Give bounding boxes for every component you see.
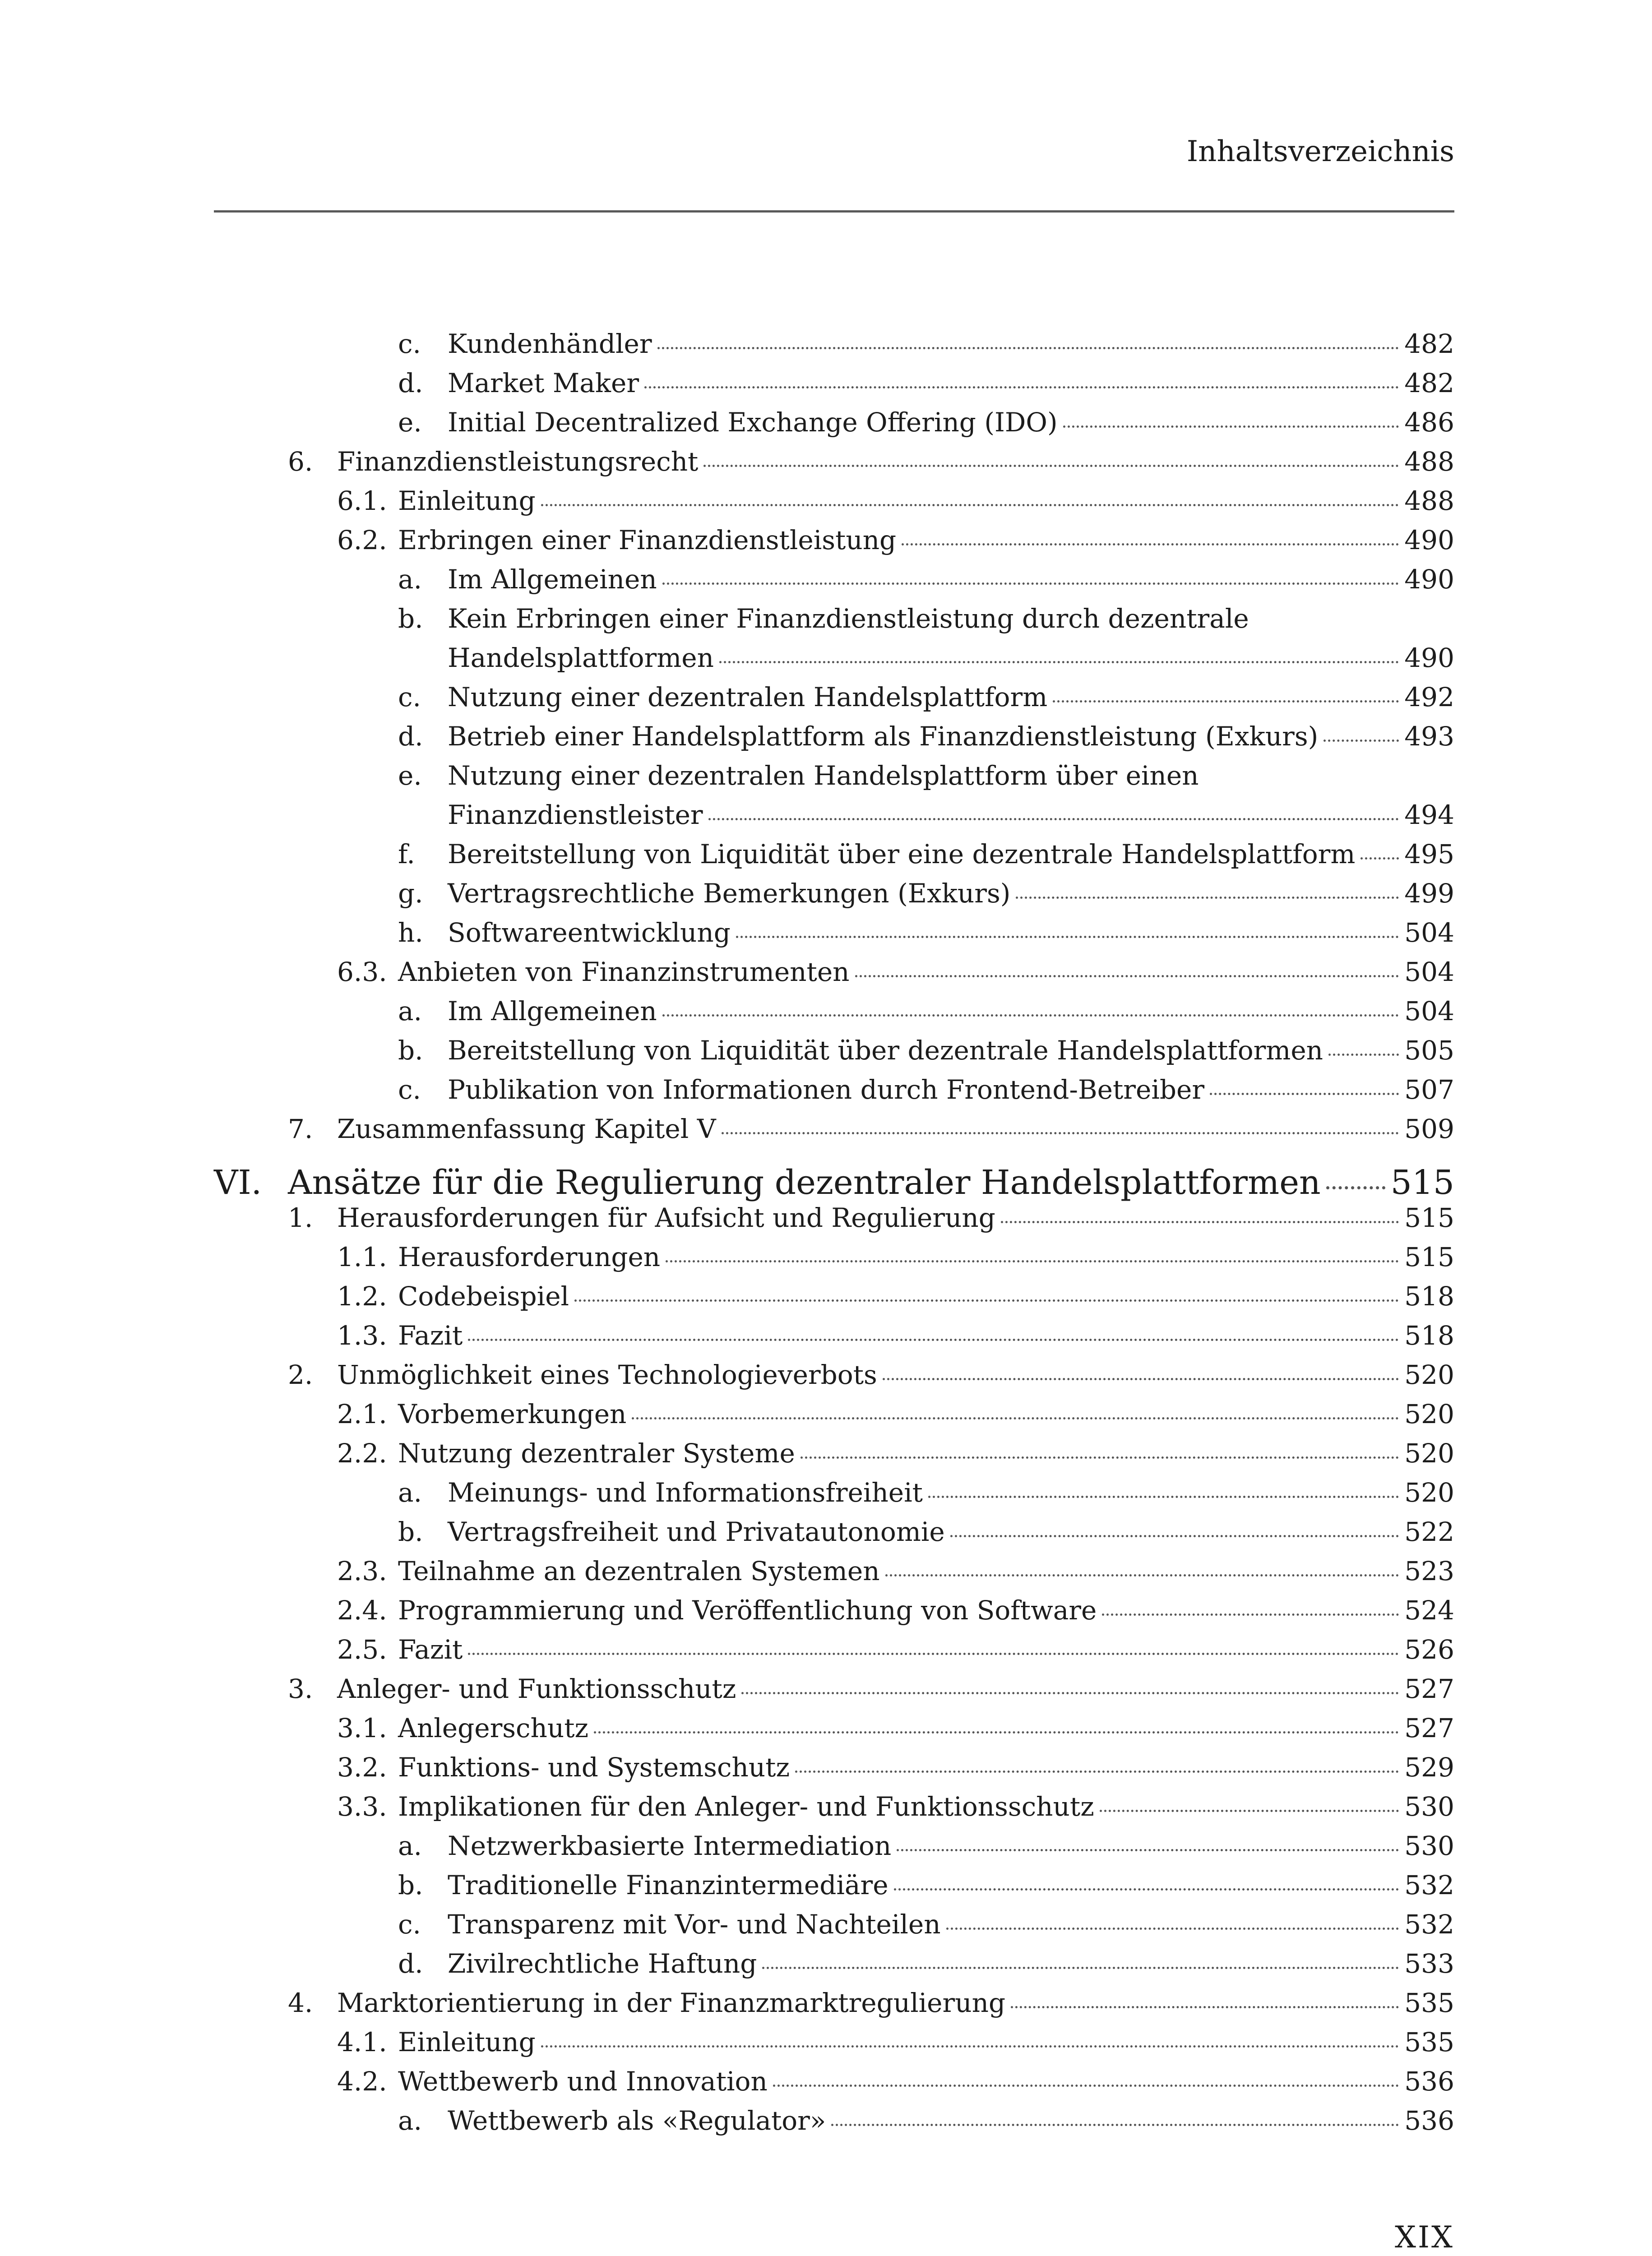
toc-entry-number: 2.3. xyxy=(337,1556,387,1586)
toc-entry[interactable] xyxy=(398,603,1454,634)
toc-entry-number: 6.3. xyxy=(337,957,387,987)
toc-entry-title: Nutzung dezentraler Systeme xyxy=(398,1438,795,1469)
toc-entry-title: Zusammenfassung Kapitel V xyxy=(337,1114,716,1144)
toc-entry-title: Transparenz mit Vor- und Nachteilen xyxy=(448,1909,941,1940)
toc-entry[interactable] xyxy=(337,2027,1454,2057)
toc-entry-title: Anleger- und Funktionsschutz xyxy=(337,1674,736,1704)
toc-entry-title: Marktorientierung in der Finanzmarktregulierung xyxy=(337,1988,1006,2018)
toc-entry-title: Zivilrechtliche Haftung xyxy=(448,1948,757,1979)
toc-entry-title: Wettbewerb und Innovation xyxy=(398,2066,768,2097)
toc-entry-title: Nutzung einer dezentralen Handelsplattform xyxy=(448,682,1048,712)
toc-entry-page: 488 xyxy=(1404,485,1454,516)
toc-leader-dots xyxy=(897,1849,1399,1851)
toc-entry-number: 2. xyxy=(288,1359,313,1390)
toc-entry-title: Teilnahme an dezentralen Systemen xyxy=(398,1556,880,1586)
toc-entry-title: Traditionelle Finanzintermediäre xyxy=(448,1870,888,1900)
toc-leader-dots xyxy=(831,2124,1399,2126)
toc-entry-number: h. xyxy=(398,917,423,948)
toc-leader-dots xyxy=(722,1132,1399,1134)
toc-leader-dots xyxy=(1053,700,1399,703)
toc-entry[interactable] xyxy=(337,485,1454,516)
toc-entry-title: Market Maker xyxy=(448,368,639,398)
toc-entry-page: 533 xyxy=(1404,1948,1454,1979)
toc-entry-number: 3.2. xyxy=(337,1752,387,1783)
toc-leader-dots xyxy=(644,386,1399,388)
toc-entry[interactable] xyxy=(337,2066,1454,2097)
toc-leader-dots xyxy=(632,1417,1399,1419)
toc-entry-title: Erbringen einer Finanzdienstleistung xyxy=(398,525,897,555)
toc-entry[interactable] xyxy=(448,643,1454,673)
toc-entry-number: 4.2. xyxy=(337,2066,387,2097)
toc-entry-page: 523 xyxy=(1404,1556,1454,1586)
toc-entry-number: d. xyxy=(398,1948,423,1979)
toc-leader-dots xyxy=(1063,425,1399,428)
toc-entry-title: Vertragsrechtliche Bemerkungen (Exkurs) xyxy=(448,878,1011,909)
toc-leader-dots xyxy=(708,818,1399,820)
toc-leader-dots xyxy=(801,1456,1399,1459)
toc-entry[interactable] xyxy=(337,1242,1454,1272)
toc-entry-title: Handelsplattformen xyxy=(448,643,714,673)
toc-entry-page: 530 xyxy=(1404,1791,1454,1822)
toc-leader-dots xyxy=(946,1928,1399,1930)
toc-leader-dots xyxy=(762,1967,1399,1969)
toc-leader-dots xyxy=(662,1014,1399,1017)
toc-entry-number: b. xyxy=(398,1870,423,1900)
toc-entry[interactable] xyxy=(398,1870,1454,1900)
toc-leader-dots xyxy=(662,582,1399,585)
toc-leader-dots xyxy=(541,504,1399,506)
toc-leader-dots xyxy=(468,1339,1399,1341)
toc-entry-title: Nutzung einer dezentralen Handelsplattform über einen xyxy=(448,760,1199,791)
toc-entry-title: Funktions- und Systemschutz xyxy=(398,1752,790,1783)
toc-entry[interactable] xyxy=(288,1114,1454,1144)
toc-entry-title: Kein Erbringen einer Finanzdienstleistung durch dezentrale xyxy=(448,603,1249,634)
toc-entry-number: e. xyxy=(398,407,422,438)
toc-entry-title: Fazit xyxy=(398,1634,463,1665)
toc-entry-number: 6. xyxy=(288,446,313,477)
toc-entry-page: 526 xyxy=(1404,1634,1454,1665)
toc-entry-title: Kundenhändler xyxy=(448,328,652,359)
toc-entry-page: 520 xyxy=(1404,1477,1454,1508)
toc-entry[interactable] xyxy=(398,1477,1454,1508)
toc-leader-dots xyxy=(657,347,1399,349)
toc-entry[interactable] xyxy=(337,1438,1454,1469)
toc-entry-number: 2.2. xyxy=(337,1438,387,1469)
toc-leader-dots xyxy=(1210,1093,1399,1095)
toc-leader-dots xyxy=(894,1888,1399,1891)
toc-leader-dots xyxy=(1326,1186,1385,1189)
toc-entry-title: Herausforderungen xyxy=(398,1242,661,1272)
toc-entry[interactable] xyxy=(214,1163,1454,1202)
toc-entry-page: 515 xyxy=(1404,1242,1454,1272)
toc-entry-number: 3. xyxy=(288,1674,313,1704)
toc-entry-number: d. xyxy=(398,368,423,398)
toc-entry-number: g. xyxy=(398,878,423,909)
toc-entry[interactable] xyxy=(398,1909,1454,1940)
toc-entry-title: Publikation von Informationen durch Frontend-Betreiber xyxy=(448,1074,1205,1105)
toc-entry-title: Bereitstellung von Liquidität über dezentrale Handelsplattformen xyxy=(448,1035,1323,1066)
toc-entry-number: a. xyxy=(398,1831,422,1861)
toc-entry[interactable] xyxy=(398,328,1454,359)
toc-entry-number: b. xyxy=(398,1516,423,1547)
toc-entry-number: 3.1. xyxy=(337,1713,387,1743)
toc-leader-dots xyxy=(950,1535,1399,1537)
toc-leader-dots xyxy=(1011,2006,1399,2008)
toc-leader-dots xyxy=(855,975,1399,977)
toc-entry[interactable] xyxy=(398,1516,1454,1547)
toc-entry[interactable] xyxy=(398,407,1454,438)
toc-leader-dots xyxy=(1001,1221,1399,1223)
toc-entry-page: 515 xyxy=(1390,1163,1454,1202)
toc-entry-number: 4.1. xyxy=(337,2027,387,2057)
toc-entry[interactable] xyxy=(337,525,1454,555)
toc-entry-title: Ansätze für die Regulierung dezentraler Handelsplattformen xyxy=(288,1163,1321,1202)
toc-entry[interactable] xyxy=(398,760,1454,791)
toc-entry-page: 536 xyxy=(1404,2066,1454,2097)
toc-entry[interactable] xyxy=(288,1202,1454,1233)
toc-entry-number: 7. xyxy=(288,1114,313,1144)
toc-entry-number: c. xyxy=(398,1074,421,1105)
toc-entry[interactable] xyxy=(337,1634,1454,1665)
toc-leader-dots xyxy=(1328,1054,1399,1056)
toc-leader-dots xyxy=(883,1378,1399,1380)
toc-entry-page: 520 xyxy=(1404,1399,1454,1429)
toc-entry-title: Codebeispiel xyxy=(398,1281,569,1312)
toc-entry-number: 2.1. xyxy=(337,1399,387,1429)
toc-entry-page: 524 xyxy=(1404,1595,1454,1626)
toc-entry-title: Meinungs- und Informationsfreiheit xyxy=(448,1477,923,1508)
toc-entry-page: 490 xyxy=(1404,564,1454,595)
toc-entry[interactable] xyxy=(337,1399,1454,1429)
toc-entry-title: Einleitung xyxy=(398,2027,536,2057)
toc-entry[interactable] xyxy=(398,1035,1454,1066)
toc-entry-page: 490 xyxy=(1404,525,1454,555)
toc-leader-dots xyxy=(795,1771,1399,1773)
toc-entry-number: b. xyxy=(398,603,423,634)
toc-entry-page: 492 xyxy=(1404,682,1454,712)
toc-leader-dots xyxy=(541,2045,1399,2048)
toc-entry-number: VI. xyxy=(214,1163,262,1202)
toc-entry-page: 505 xyxy=(1404,1035,1454,1066)
toc-entry-page: 495 xyxy=(1404,839,1454,869)
toc-entry-page: 493 xyxy=(1404,721,1454,752)
toc-entry-title: Bereitstellung von Liquidität über eine dezentrale Handelsplattform xyxy=(448,839,1356,869)
toc-entry[interactable] xyxy=(288,1988,1454,2018)
toc-leader-dots xyxy=(736,936,1399,938)
toc-entry-page: 504 xyxy=(1404,996,1454,1026)
toc-entry-title: Einleitung xyxy=(398,485,536,516)
toc-entry[interactable] xyxy=(288,446,1454,477)
toc-entry-number: c. xyxy=(398,682,421,712)
toc-entry-page: 535 xyxy=(1404,2027,1454,2057)
toc-leader-dots xyxy=(666,1260,1399,1262)
toc-entry-page: 504 xyxy=(1404,917,1454,948)
toc-entry-page: 527 xyxy=(1404,1674,1454,1704)
toc-entry-page: 527 xyxy=(1404,1713,1454,1743)
toc-entry[interactable] xyxy=(398,839,1454,869)
toc-entry-title: Anbieten von Finanzinstrumenten xyxy=(398,957,850,987)
toc-entry-number: e. xyxy=(398,760,422,791)
toc-entry[interactable] xyxy=(398,1831,1454,1861)
toc-leader-dots xyxy=(928,1496,1399,1498)
toc-entry-page: 520 xyxy=(1404,1438,1454,1469)
toc-entry-title: Netzwerkbasierte Intermediation xyxy=(448,1831,892,1861)
toc-entry-title: Unmöglichkeit eines Technologieverbots xyxy=(337,1359,877,1390)
toc-entry-number: b. xyxy=(398,1035,423,1066)
toc-entry-title: Betrieb einer Handelsplattform als Finanzdienstleistung (Exkurs) xyxy=(448,721,1319,752)
toc-entry-title: Anlegerschutz xyxy=(398,1713,589,1743)
toc-entry-title: Wettbewerb als «Regulator» xyxy=(448,2105,826,2136)
toc-leader-dots xyxy=(1102,1613,1399,1616)
toc-entry[interactable] xyxy=(398,564,1454,595)
toc-entry[interactable] xyxy=(398,996,1454,1026)
toc-entry-page: 494 xyxy=(1404,800,1454,830)
toc-leader-dots xyxy=(719,661,1399,663)
toc-entry-page: 518 xyxy=(1404,1281,1454,1312)
toc-entry[interactable] xyxy=(398,1074,1454,1105)
toc-entry-title: Vertragsfreiheit und Privatautonomie xyxy=(448,1516,945,1547)
toc-entry-number: 4. xyxy=(288,1988,313,2018)
toc-leader-dots xyxy=(773,2085,1399,2087)
toc-entry-page: 509 xyxy=(1404,1114,1454,1144)
toc-leader-dots xyxy=(1360,857,1399,860)
toc-entry-page: 520 xyxy=(1404,1359,1454,1390)
toc-entry-page: 530 xyxy=(1404,1831,1454,1861)
toc-leader-dots xyxy=(594,1731,1399,1734)
toc-entry[interactable] xyxy=(398,368,1454,398)
toc-entry-number: 1.2. xyxy=(337,1281,387,1312)
toc-entry[interactable] xyxy=(398,878,1454,909)
toc-entry-page: 535 xyxy=(1404,1988,1454,2018)
toc-entry-page: 518 xyxy=(1404,1320,1454,1351)
toc-entry-title: Im Allgemeinen xyxy=(448,564,657,595)
toc-entry-number: a. xyxy=(398,1477,422,1508)
toc-entry[interactable] xyxy=(337,1320,1454,1351)
toc-entry-number: c. xyxy=(398,1909,421,1940)
toc-entry-number: d. xyxy=(398,721,423,752)
toc-leader-dots xyxy=(703,465,1399,467)
toc-entry-number: a. xyxy=(398,2105,422,2136)
toc-entry-number: f. xyxy=(398,839,415,869)
toc-entry-number: 1.3. xyxy=(337,1320,387,1351)
toc-entry-page: 532 xyxy=(1404,1870,1454,1900)
toc-entry-page: 529 xyxy=(1404,1752,1454,1783)
toc-entry-number: 1.1. xyxy=(337,1242,387,1272)
toc-entry[interactable] xyxy=(337,1556,1454,1586)
toc-entry[interactable] xyxy=(337,1281,1454,1312)
toc-entry-page: 532 xyxy=(1404,1909,1454,1940)
toc-entry-number: 1. xyxy=(288,1202,313,1233)
toc-entry[interactable] xyxy=(337,1595,1454,1626)
toc-entry[interactable] xyxy=(448,800,1454,830)
toc-entry-page: 490 xyxy=(1404,643,1454,673)
toc-entry-title: Implikationen für den Anleger- und Funktionsschutz xyxy=(398,1791,1094,1822)
toc-entry-page: 488 xyxy=(1404,446,1454,477)
toc-entry-title: Finanzdienstleister xyxy=(448,800,703,830)
toc-leader-dots xyxy=(468,1653,1399,1655)
toc-entry-title: Herausforderungen für Aufsicht und Regulierung xyxy=(337,1202,995,1233)
toc-entry-title: Softwareentwicklung xyxy=(448,917,731,948)
toc-entry[interactable] xyxy=(288,1359,1454,1390)
toc-entry[interactable] xyxy=(337,957,1454,987)
running-header-title: Inhaltsverzeichnis xyxy=(1186,135,1454,168)
toc-entry-number: c. xyxy=(398,328,421,359)
toc-leader-dots xyxy=(574,1299,1399,1302)
page-number: XIX xyxy=(1394,2220,1454,2255)
toc-entry-number: 2.5. xyxy=(337,1634,387,1665)
toc-entry-number: 6.2. xyxy=(337,525,387,555)
toc-entry-number: 2.4. xyxy=(337,1595,387,1626)
toc-entry-page: 486 xyxy=(1404,407,1454,438)
toc-entry-title: Finanzdienstleistungsrecht xyxy=(337,446,699,477)
toc-entry[interactable] xyxy=(337,1791,1454,1822)
toc-entry-number: 3.3. xyxy=(337,1791,387,1822)
toc-entry-page: 499 xyxy=(1404,878,1454,909)
toc-entry[interactable] xyxy=(398,2105,1454,2136)
toc-entry[interactable] xyxy=(337,1713,1454,1743)
toc-leader-dots xyxy=(885,1574,1399,1576)
toc-leader-dots xyxy=(741,1692,1399,1694)
toc-entry-page: 536 xyxy=(1404,2105,1454,2136)
toc-entry-page: 504 xyxy=(1404,957,1454,987)
toc-entry-number: a. xyxy=(398,996,422,1026)
toc-entry-number: 6.1. xyxy=(337,485,387,516)
toc-leader-dots xyxy=(1100,1810,1399,1812)
toc-entry-page: 515 xyxy=(1404,1202,1454,1233)
toc-entry-page: 482 xyxy=(1404,368,1454,398)
toc-entry[interactable] xyxy=(398,1948,1454,1979)
toc-entry[interactable] xyxy=(398,721,1454,752)
toc-entry[interactable] xyxy=(398,917,1454,948)
toc-leader-dots xyxy=(1016,897,1399,899)
toc-entry-title: Programmierung und Veröffentlichung von Software xyxy=(398,1595,1097,1626)
toc-entry-page: 507 xyxy=(1404,1074,1454,1105)
toc-entry-title: Im Allgemeinen xyxy=(448,996,657,1026)
toc-leader-dots xyxy=(902,543,1399,546)
toc-entry[interactable] xyxy=(288,1674,1454,1704)
toc-entry-page: 482 xyxy=(1404,328,1454,359)
toc-entry[interactable] xyxy=(398,682,1454,712)
toc-entry[interactable] xyxy=(337,1752,1454,1783)
toc-entry-title: Initial Decentralized Exchange Offering (IDO) xyxy=(448,407,1058,438)
toc-entry-title: Fazit xyxy=(398,1320,463,1351)
toc-entry-number: a. xyxy=(398,564,422,595)
toc-entry-title: Vorbemerkungen xyxy=(398,1399,627,1429)
toc-entry-page: 522 xyxy=(1404,1516,1454,1547)
toc-leader-dots xyxy=(1323,740,1399,742)
